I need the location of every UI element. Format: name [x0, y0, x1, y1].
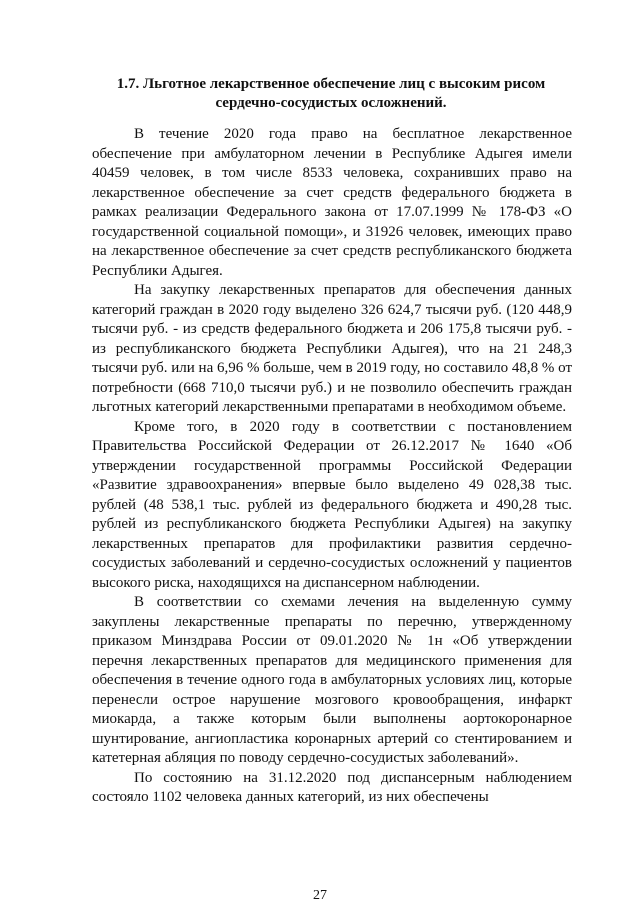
- body-text: [92, 125, 572, 808]
- paragraph-funding: На закупку лекарственных препаратов для обеспечения данных категорий граждан в 2020 году выделено 326 624,7 тысячи руб. (120 448,9 тысячи руб. - из средств федерального бюджета и 206 175,8 тысячи руб. - из республиканского бюджета Республики Адыгея), что на 21 248,3 тысячи руб. или на 6,96 % больше, чем в 2019 году, но составило 48,8 % от потребности (668 710,0 тысячи руб.) и не позволило обеспечить граждан льготных категорий лекарственными препаратами в необходимом объеме.: [92, 282, 572, 415]
- paragraph-dispensary: По состоянию на 31.12.2020 под диспансерным наблюдением состояло 1102 человека данных категорий, из них обеспечены: [92, 769, 572, 805]
- section-heading-line-1: 1.7. Льготное лекарственное обеспечение лиц с высоким рисом: [116, 76, 546, 92]
- paragraph-program-funding: Кроме того, в 2020 году в соответствии с постановлением Правительства Российской Федерации от 26.12.2017 № 1640 «Об утверждении государственной программы Российской Федерации «Развитие здравоохранения» впервые было выделено 49 028,38 тыс. рублей (48 538,1 тыс. рублей из федерального бюджета и 490,28 тыс. рублей из республиканского бюджета Республики Адыгея) на закупку лекарственных препаратов для профилактики развития сердечно-сосудистых заболеваний и сердечно-сосудистых осложнений у пациентов высокого риска, находящихся на диспансерном наблюдении.: [92, 418, 572, 591]
- section-heading-line-2: сердечно-сосудистых осложнений.: [215, 95, 447, 111]
- section-heading: [90, 75, 572, 113]
- page-number: 27: [313, 888, 327, 903]
- paragraph-procurement: В соответствии со схемами лечения на выделенную сумму закуплены лекарственные препараты по перечню, утвержденному приказом Минздрава России от 09.01.2020 № 1н «Об утверждении перечня лекарственных препаратов для медицинского применения для обеспечения в течение одного года в амбулаторных условиях лиц, которые перенесли острое нарушение мозгового кровообращения, инфаркт миокарда, а также которым были выполнены аортокоронарное шунтирование, ангиопластика коронарных артерий со стентированием и катетерная абляция по поводу сердечно-сосудистых заболеваний».: [92, 594, 572, 766]
- paragraph-beneficiaries: В течение 2020 года право на бесплатное лекарственное обеспечение при амбулаторном лечении в Республике Адыгея имели 40459 человек, в том числе 8533 человека, сохранивших право на лекарственное обеспечение за счет средств федерального бюджета в рамках реализации Федерального закона от 17.07.1999 № 178-ФЗ «О государственной социальной помощи», и 31926 человек, имеющих право на лекарственное обеспечение за счет средств республиканского бюджета Республики Адыгея.: [92, 126, 572, 279]
